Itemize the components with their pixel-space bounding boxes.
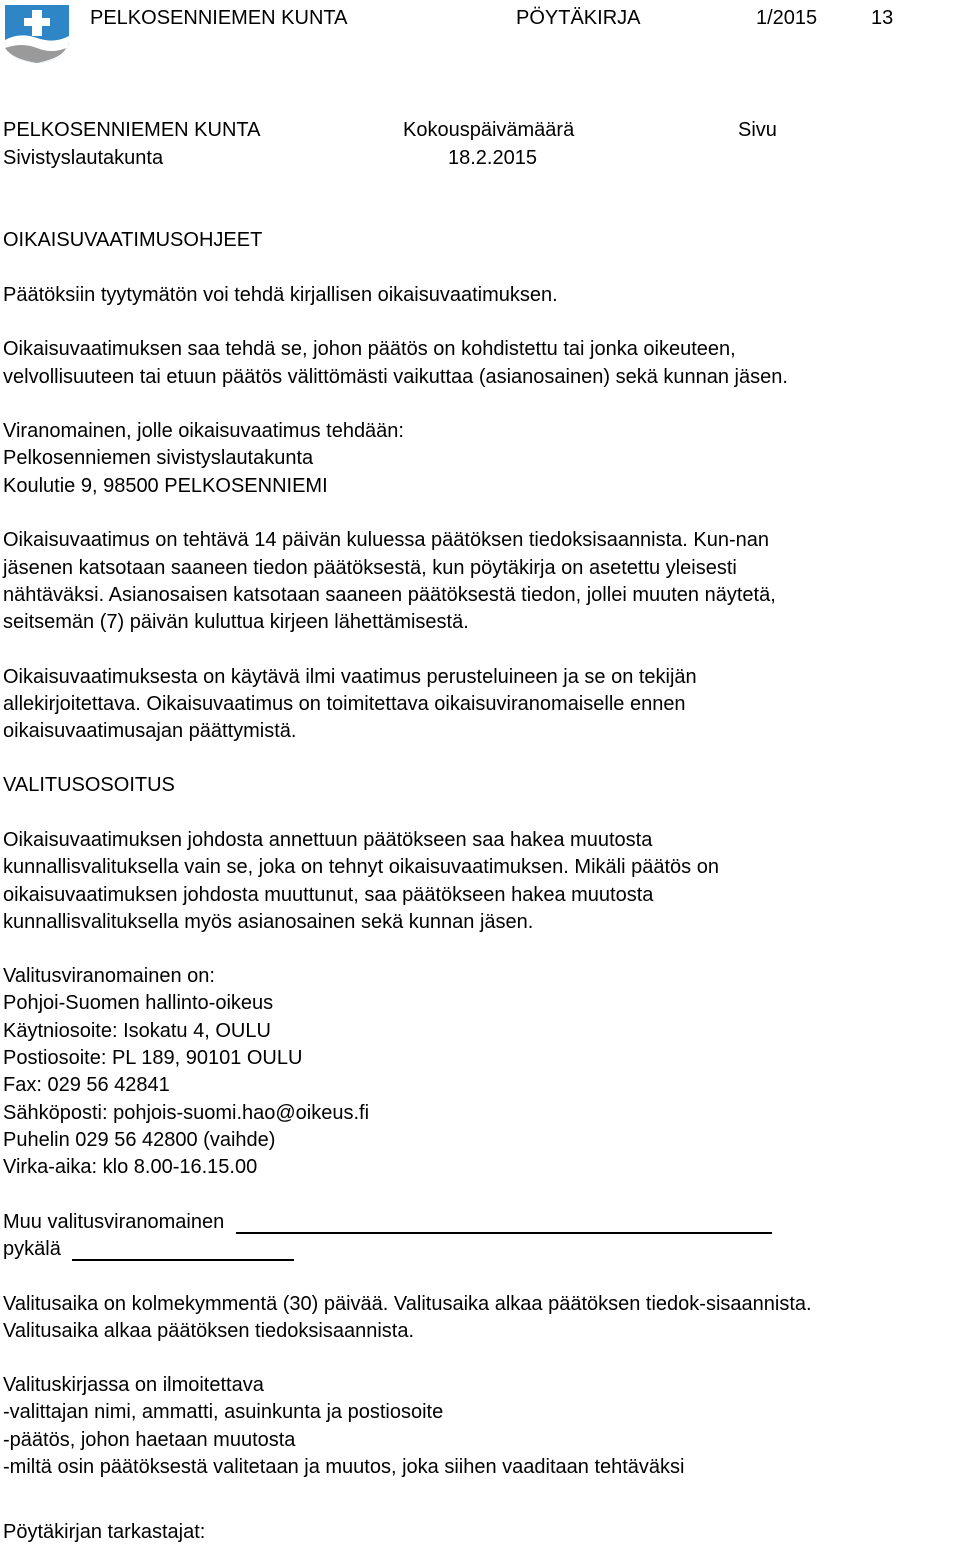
footer-label: Pöytäkirjan tarkastajat: xyxy=(3,1521,206,1543)
paragraph-line: jäsenen katsotaan saaneen tiedon päätöksestä, kun pöytäkirja on asetettu yleisesti xyxy=(3,557,737,579)
paragraph-line: Oikaisuvaatimus on tehtävä 14 päivän kuluessa päätöksen tiedoksisaannista. Kun-nan xyxy=(3,529,770,551)
header-doc-number: 1/2015 xyxy=(756,7,818,29)
letter-line: -valittajan nimi, ammatti, asuinkunta ja postiosoite xyxy=(3,1401,444,1423)
other-authority-row xyxy=(3,1210,772,1234)
appeal-authority-line: Sähköposti: pohjois-suomi.hao@oikeus.fi xyxy=(3,1102,370,1124)
appeal-authority-line: Valitusviranomainen on: xyxy=(3,965,215,987)
other-authority-blank xyxy=(236,1212,772,1234)
section-blank xyxy=(72,1239,294,1261)
heading-oikaisuvaatimusohjeet: OIKAISUVAATIMUSOHJEET xyxy=(3,229,263,251)
appeal-authority-line: Pohjoi-Suomen hallinto-oikeus xyxy=(3,992,274,1014)
authority-line: Pelkosenniemen sivistyslautakunta xyxy=(3,447,314,469)
appeal-authority-line: Fax: 029 56 42841 xyxy=(3,1074,170,1096)
letter-line: -päätös, johon haetaan muutosta xyxy=(3,1429,296,1451)
header-page-number: 13 xyxy=(871,7,894,29)
section-row xyxy=(3,1237,294,1261)
paragraph-line: velvollisuuteen tai etuun päätös välittömästi vaikuttaa (asianosainen) sekä kunnan jäsen. xyxy=(3,366,788,388)
appeal-authority-line: Virka-aika: klo 8.00-16.15.00 xyxy=(3,1156,258,1178)
meta-page-label: Sivu xyxy=(738,119,777,141)
meta-board: Sivistyslautakunta xyxy=(3,147,164,169)
heading-valitusosoitus: VALITUSOSOITUS xyxy=(3,774,175,796)
coat-of-arms-icon xyxy=(4,4,70,64)
letter-line: Valituskirjassa on ilmoitettava xyxy=(3,1374,264,1396)
meta-date-label: Kokouspäivämäärä xyxy=(403,119,575,141)
intro-text: Päätöksiin tyytymätön voi tehdä kirjallisen oikaisuvaatimuksen. xyxy=(3,284,558,306)
authority-line: Viranomainen, jolle oikaisuvaatimus tehdään: xyxy=(3,420,404,442)
paragraph-line: oikaisuvaatimuksen johdosta muuttunut, saa päätökseen hakea muutosta xyxy=(3,884,654,906)
paragraph-line: kunnallisvalituksella vain se, joka on tehnyt oikaisuvaatimuksen. Mikäli päätös on xyxy=(3,856,719,878)
paragraph-line: oikaisuvaatimusajan päättymistä. xyxy=(3,720,297,742)
paragraph-line: Oikaisuvaatimuksesta on käytävä ilmi vaatimus perusteluineen ja se on tekijän xyxy=(3,666,697,688)
paragraph-line: allekirjoitettava. Oikaisuvaatimus on toimitettava oikaisuviranomaiselle ennen xyxy=(3,693,686,715)
appeal-authority-line: Postiosoite: PL 189, 90101 OULU xyxy=(3,1047,303,1069)
paragraph-line: nähtäväksi. Asianosaisen katsotaan saaneen päätöksestä tiedon, jollei muuten näytetä, xyxy=(3,584,776,606)
authority-line: Koulutie 9, 98500 PELKOSENNIEMI xyxy=(3,475,328,497)
header-municipality: PELKOSENNIEMEN KUNTA xyxy=(90,7,348,29)
paragraph-line: kunnallisvalituksella myös asianosainen sekä kunnan jäsen. xyxy=(3,911,534,933)
paragraph-line: seitsemän (7) päivän kuluttua kirjeen lähettämisestä. xyxy=(3,611,469,633)
paragraph-line: Oikaisuvaatimuksen johdosta annettuun päätökseen saa hakea muutosta xyxy=(3,829,653,851)
header-doc-type: PÖYTÄKIRJA xyxy=(516,7,641,29)
meta-date: 18.2.2015 xyxy=(448,147,537,169)
meta-org: PELKOSENNIEMEN KUNTA xyxy=(3,119,261,141)
section-label: pykälä xyxy=(3,1238,61,1260)
paragraph-line: Oikaisuvaatimuksen saa tehdä se, johon päätös on kohdistettu tai jonka oikeuteen, xyxy=(3,338,736,360)
letter-line: -miltä osin päätöksestä valitetaan ja muutos, joka siihen vaaditaan tehtäväksi xyxy=(3,1456,685,1478)
paragraph-line: Valitusaika alkaa päätöksen tiedoksisaannista. xyxy=(3,1320,414,1342)
paragraph-line: Valitusaika on kolmekymmentä (30) päivää. Valitusaika alkaa päätöksen tiedok-sisaannista. xyxy=(3,1293,812,1315)
appeal-authority-line: Puhelin 029 56 42800 (vaihde) xyxy=(3,1129,276,1151)
other-authority-label: Muu valitusviranomainen xyxy=(3,1211,225,1233)
appeal-authority-line: Käytniosoite: Isokatu 4, OULU xyxy=(3,1020,271,1042)
